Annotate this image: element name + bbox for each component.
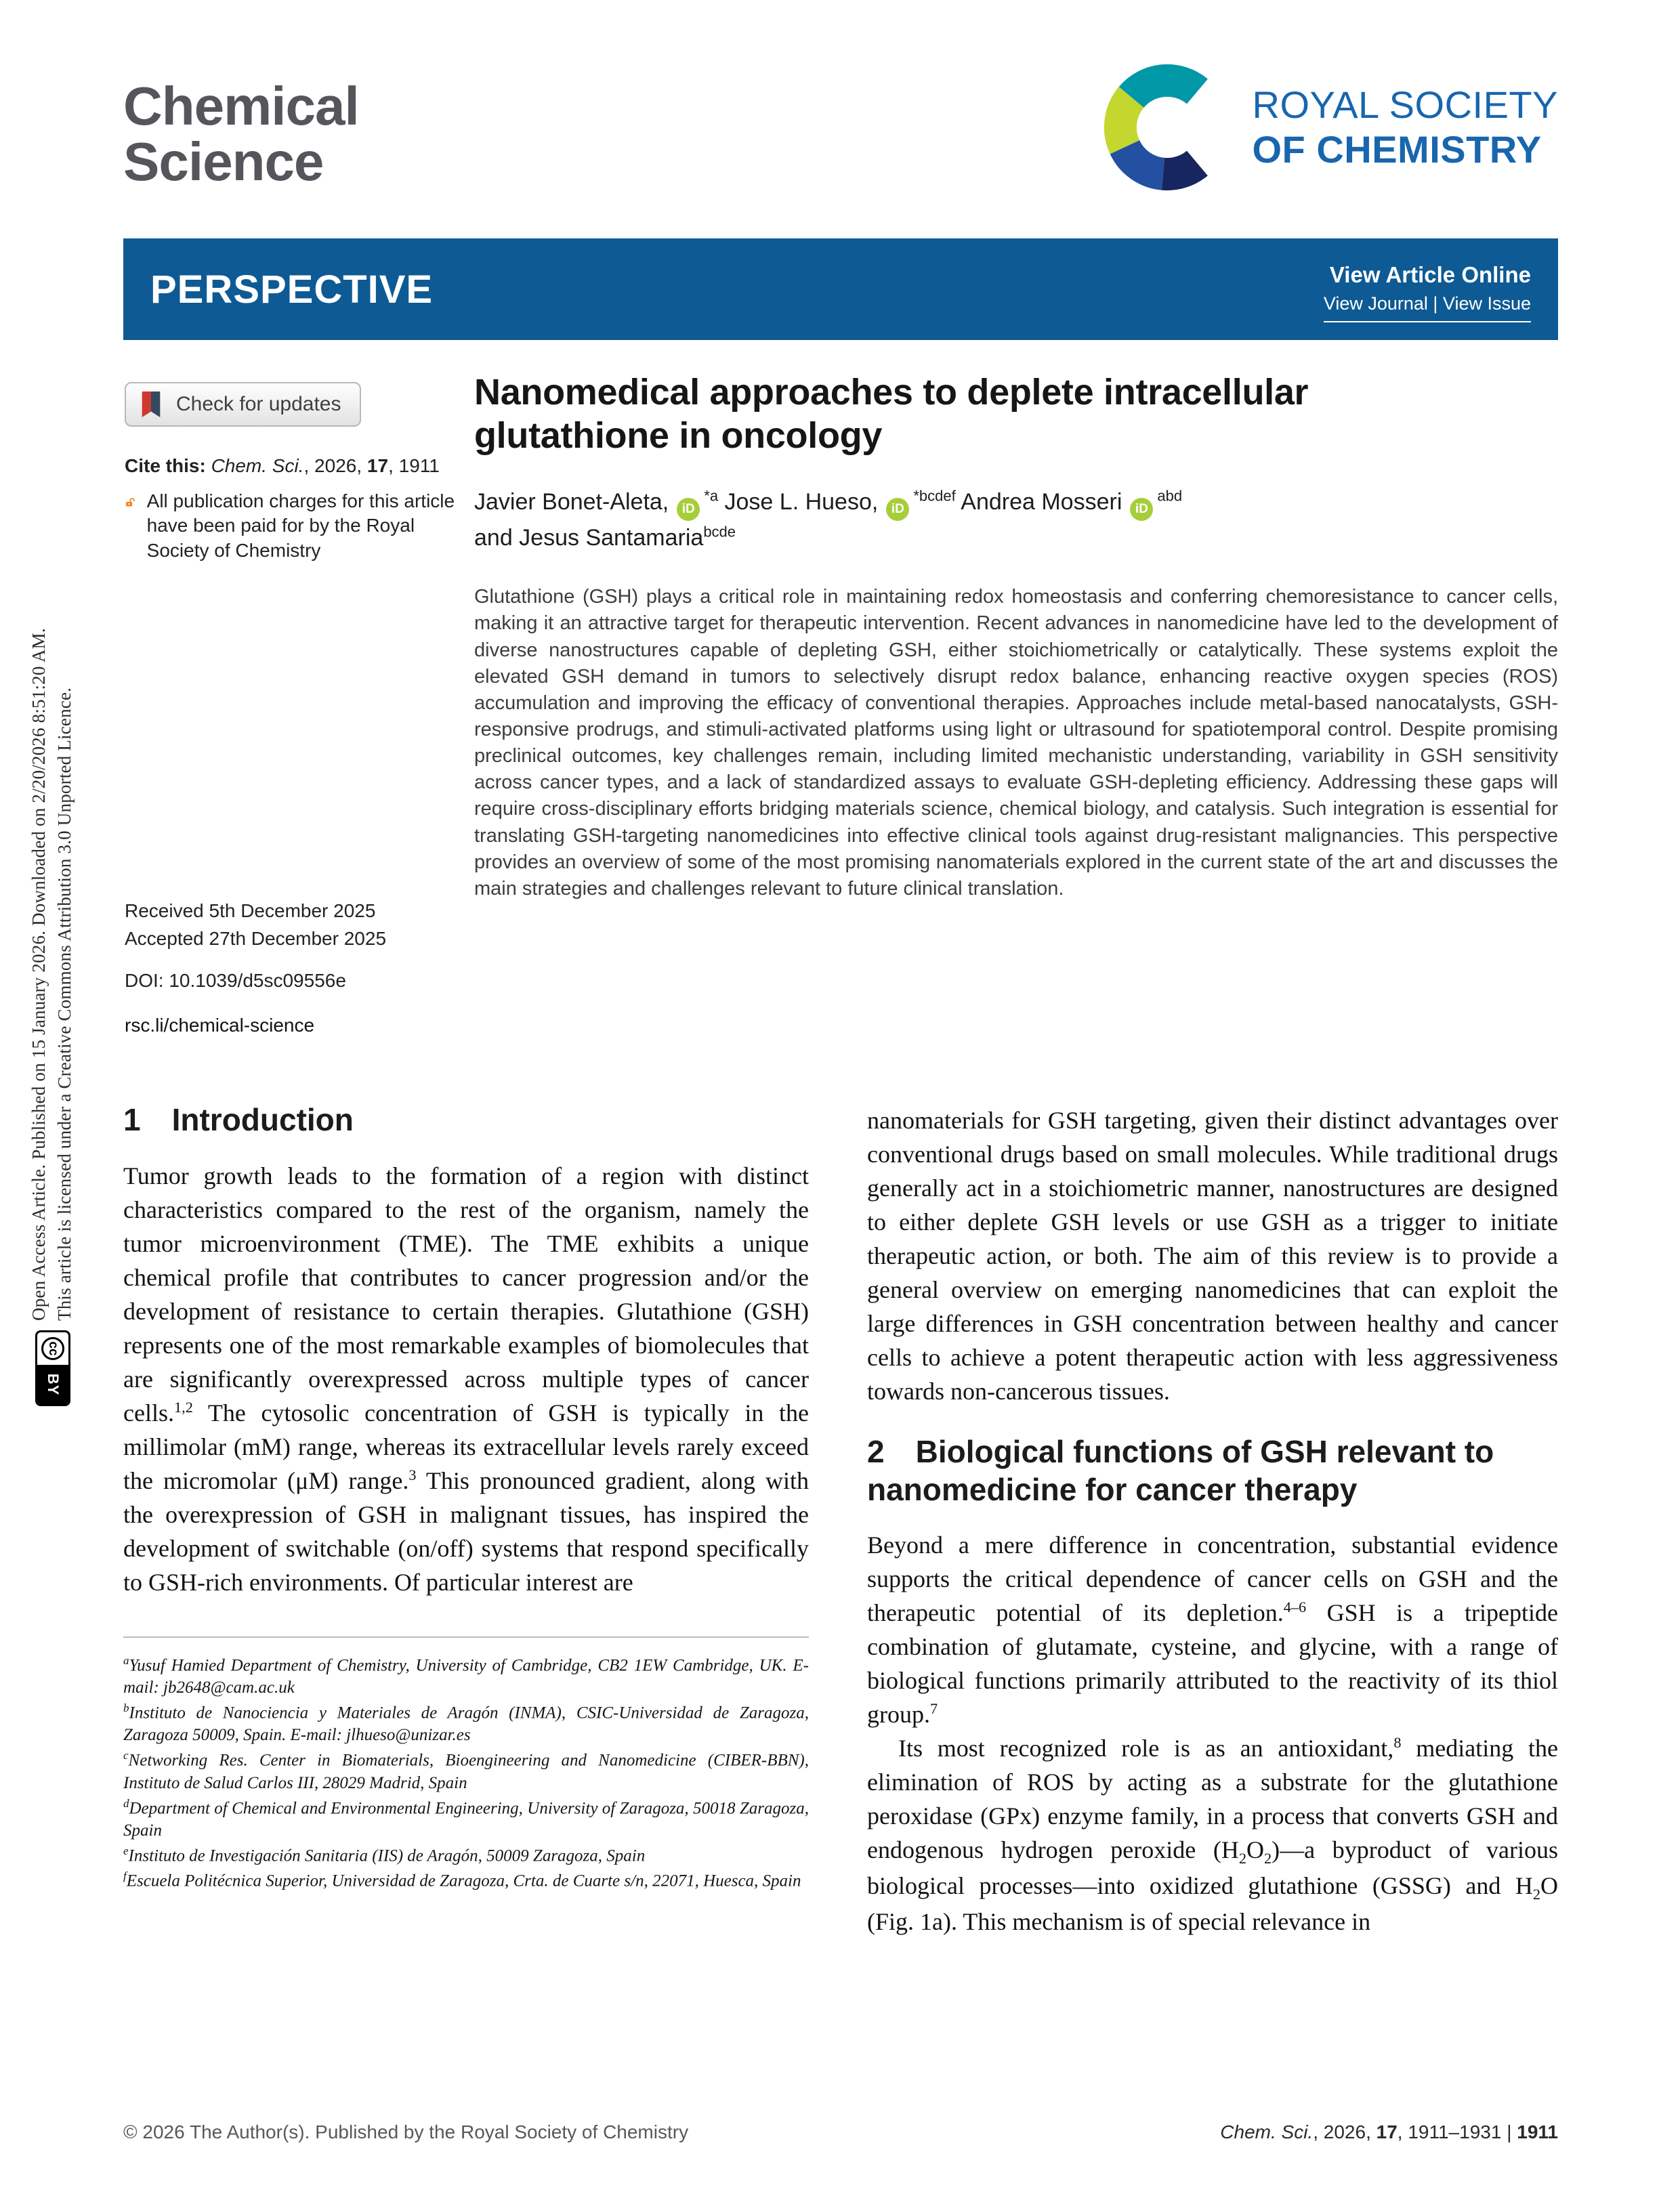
rsc-c-icon [1102,62,1232,192]
author-1-name: Javier Bonet-Aleta, [474,488,669,515]
author-4-affiliations: bcde [703,524,736,541]
copyright-notice: © 2026 The Author(s). Published by the Royal Society of Chemistry [123,2121,689,2142]
footnote-d: $^d$Department of Chemical and Environmental Engineering, University of Zaragoza, 50018 Zaragoza, Spain [123,1796,809,1840]
section-1-heading [123,1101,809,1139]
footer-pages: , 1911–1931 | [1397,2121,1517,2142]
publisher-name-line1: ROYAL SOCIETY [1252,83,1558,127]
author-1-affiliations: *a [704,487,719,505]
cc-by-label: BY [37,1365,68,1404]
license-sidebar [26,403,77,1321]
section-2-paragraph-1: Beyond a mere difference in concentration, substantial evidence supports the critical dependence of cancer cells on GSH and the therapeutic potential of its depletion.$^{4-6}$ GSH is a tripeptide combination of glutamate, cysteine, and glycine, with a range of biological functions primarily attributed to the reactivity of its thiol group.$^7$ [867,1531,1558,1728]
footnote-e: $^e$Instituto de Investigación Sanitaria (IIS) de Aragón, 50009 Zaragoza, Spain [123,1844,646,1865]
section-1-paragraph-1: Tumor growth leads to the formation of a region with distinct characteristics compared to the rest of the organism, namely the tumor microenvironment (TME). The TME exhibits a unique chemical profile that contributes to cancer progression and/or the development of resistance to certain therapies. Glutathione (GSH) represents one of the most remarkable examples of biomolecules that are significantly overexpressed across multiple types of cancer cells.$^{1,2}$ The cytosolic concentration of GSH is typically in the millimolar (mM) range, whereas its extracellular levels rarely exceed the micromolar (μM) range.$^3$ This pronounced gradient, along with the overexpression of GSH in malignant tissues, has inspired the development of switchable (on/off) systems that respond specifically to GSH-rich environments. Of particular interest are [123,1162,809,1596]
author-3-affiliations: abd [1157,487,1183,505]
article-header [474,371,1558,902]
doi-line: DOI: 10.1039/d5sc09556e [125,970,346,991]
journal-site-link[interactable]: rsc.li/chemical-science [125,1015,315,1036]
article-type-banner [123,238,1558,340]
author-1 [474,489,718,515]
cc-by-license-badge[interactable] [35,1330,70,1406]
section-2-heading [867,1433,1558,1508]
license-line-1: Open Access Article. Published on 15 January 2026. Downloaded on 2/20/2026 8:51:20 AM. [28,628,49,1321]
orcid-icon[interactable]: iD [886,498,909,521]
author-2-name: Jose L. Hueso, [724,488,879,515]
check-for-updates-label: Check for updates [176,393,341,415]
publisher-name [1253,83,1559,171]
publisher-name-line2: OF CHEMISTRY [1252,128,1542,171]
author-2 [725,489,956,515]
banner-links [1324,257,1531,322]
body-column-left [123,1101,809,1894]
footer-journal-name: Chem. Sci. [1220,2121,1314,2142]
orcid-icon[interactable]: iD [1130,498,1153,521]
open-access-icon [125,489,136,516]
footnote-b: $^b$Instituto de Nanociencia y Materiales de Aragón (INMA), CSIC-Universidad de Zaragoza, Zaragoza 50009, Spain. E-mail: jlhueso@unizar.es [123,1701,809,1745]
footnote-f: $^f$Escuela Politécnica Superior, Universidad de Zaragoza, Crta. de Cuarte s/n, 22071, Huesca, Spain [123,1869,801,1890]
footnote-c: $^c$Networking Res. Center in Biomaterials, Bioengineering and Nanomedicine (CIBER-BBN), Instituto de Salud Carlos III, 28029 Madrid, Spain [123,1749,809,1792]
footnote-a: $^a$Yusuf Hamied Department of Chemistry, University of Cambridge, CB2 1EW Cambridge, UK. E-mail: jb2648@cam.ac.uk [123,1653,809,1697]
body-column-right [867,1101,1558,1939]
view-journal-issue-links[interactable]: View Journal | View Issue [1324,293,1531,322]
cc-icon: cc [41,1337,64,1360]
footer-page-number: 1911 [1517,2121,1558,2142]
accepted-date: Accepted 27th December 2025 [125,927,387,949]
journal-logo [123,76,359,192]
author-3 [961,489,1182,515]
section-1-number: 1 [123,1102,141,1137]
author-2-affiliations: *bcdef [913,487,956,505]
section-2-number: 2 [867,1434,885,1470]
footer-year: , 2026, [1313,2121,1377,2142]
abstract-text: Glutathione (GSH) plays a critical role in maintaining redox homeostasis and conferring chemoresistance to cancer cells, making it an attractive target for therapeutic intervention. Recent advances in nanomedicine have led to the development of diverse nanostructures capable of depleting GSH, either stoichiometrically or catalytically. These systems exploit the elevated GSH demand in tumors to selectively disrupt redox balance, enhancing reactive oxygen species (ROS) accumulation and improving the efficacy of conventional therapies. Approaches include metal-based nanocatalysts, GSH-responsive prodrugs, and stimuli-activated platforms using light or ultrasound for spatiotemporal control. Despite promising preclinical outcomes, key challenges remain, including limited mechanistic understanding, variability in GSH sensitivity across cancer types, and a lack of standardized assays to evaluate GSH-depleting efficiency. Addressing these gaps will require cross-disciplinary efforts bridging materials science, chemical biology, and catalysis. Such integration is essential for translating GSH-targeting nanomedicines into effective clinical tools against drug-resistant malignancies. This perspective provides an overview of some of the most promising nanomaterials explored in the current state of the art and discusses the main strategies and challenges relevant to future clinical translation. [474,586,1558,900]
footnote-separator [123,1636,809,1892]
footer-volume: 17 [1376,2121,1398,2142]
citation-line [125,455,440,477]
journal-name-line1: Chemical [123,76,359,136]
section-2-paragraph-2: Its most recognized role is as an antioxidant,$^8$ mediating the elimination of ROS by acting as a substrate for the glutathione peroxidase (GPx) enzyme family, in a process that converts GSH and endogenous hydrogen peroxide $(H_2O_2)—a$ byproduct of various biological processes—into oxidized glutathione (GSSG) and $H_2O$ (Fig. 1a). This mechanism is of special relevance in [867,1733,1558,1936]
open-access-text: All publication charges for this article have been paid for by the Royal Society of Chemistry [146,490,455,561]
article-title: Nanomedical approaches to deplete intracellular glutathione in oncology [474,372,1309,456]
author-list [474,484,1558,555]
cite-year: , 2026, [303,455,367,476]
publisher-logo [1102,62,1559,192]
article-type-label: PERSPECTIVE [150,267,434,312]
section-1-title: Introduction [171,1102,354,1137]
author-4 [474,525,736,551]
orcid-icon[interactable]: iD [677,498,700,521]
section-2-title: Biological functions of GSH relevant to nanomedicine for cancer therapy [867,1434,1494,1508]
cite-pages: , 1911 [388,455,440,476]
crossmark-icon [138,390,164,419]
journal-citation [1220,2121,1558,2143]
license-line-2: This article is licensed under a Creative Commons Attribution 3.0 Unported Licence. [54,687,75,1321]
page-footer [123,2121,1558,2143]
author-3-name: Andrea Mosseri [961,488,1122,515]
cite-journal: Chem. Sci. [211,455,304,476]
section-1-paragraph-2: nanomaterials for GSH targeting, given their distinct advantages over conventional drugs based on small molecules. While traditional drugs generally act in a stoichiometric manner, nanostructures are designed to either deplete GSH levels or use GSH as a trigger to initiate therapeutic action, or both. The aim of this review is to provide a general overview on emerging nanomedicines that can exploit the large differences in GSH concentration between healthy and cancer cells to achieve a potent therapeutic action with less aggressiveness towards non-cancerous tissues. [867,1107,1558,1405]
cite-volume: 17 [366,455,389,476]
open-access-note [125,489,463,563]
journal-name-line2: Science [123,131,324,192]
received-date: Received 5th December 2025 [125,900,376,921]
check-for-updates-button[interactable] [125,382,361,427]
author-4-name: and Jesus Santamaria [474,525,704,551]
cite-label: Cite this: [125,455,211,476]
article-dates [125,897,386,952]
view-article-online-link[interactable]: View Article Online [1329,261,1531,287]
